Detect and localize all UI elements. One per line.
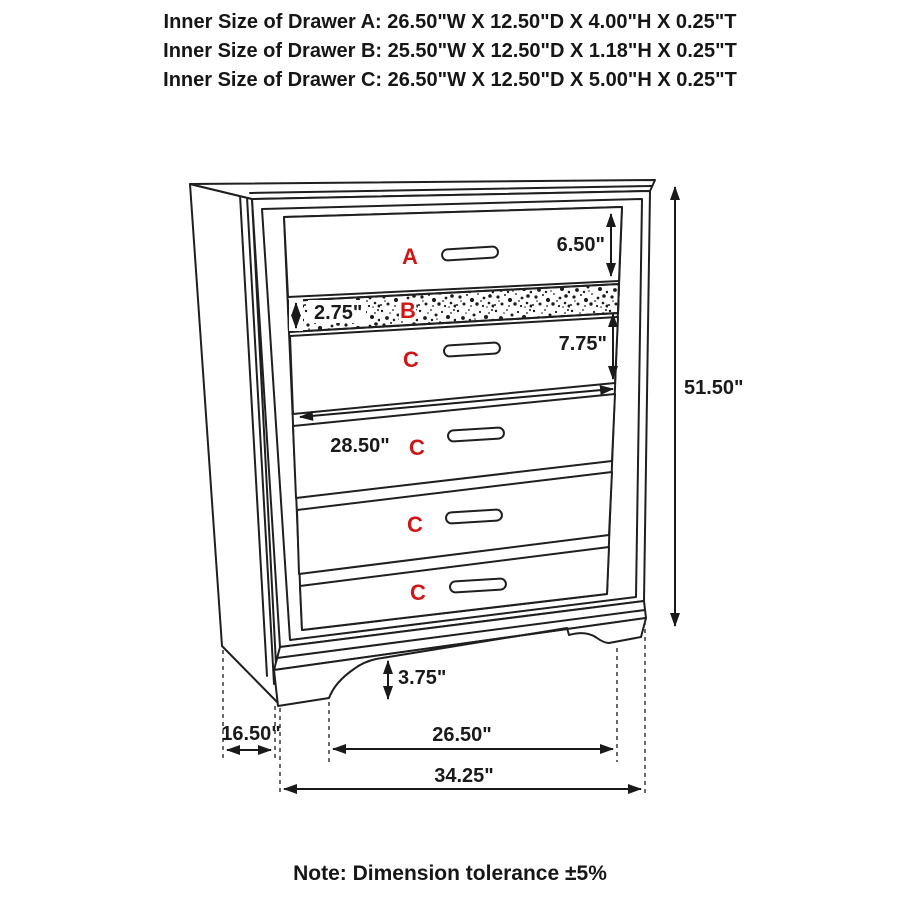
tolerance-note: Note: Dimension tolerance ±5% (293, 862, 607, 885)
dim-foot-height-label: 3.75" (398, 667, 447, 689)
drawer-c2-label: C (409, 435, 425, 460)
drawer-c4-label: C (410, 580, 426, 605)
drawer-a-handle (442, 246, 499, 260)
drawer-c1-label: C (403, 347, 419, 372)
drawer-c4-handle (450, 578, 507, 592)
dim-drawer-c-height-label: 7.75" (558, 333, 607, 355)
dim-overall-width-label: 34.25" (434, 765, 494, 787)
dim-foot-height (388, 661, 446, 699)
dim-feet-span-label: 26.50" (432, 724, 492, 746)
drawer-c1-handle (444, 342, 501, 356)
inner-size-line-b: Inner Size of Drawer B: 25.50"W X 12.50"D X 1.18"H X 0.25"T (163, 40, 737, 62)
dim-side-depth (221, 723, 281, 750)
inner-size-line-c: Inner Size of Drawer C: 26.50"W X 12.50"D X 5.00"H X 0.25"T (163, 69, 737, 91)
inner-size-line-a: Inner Size of Drawer A: 26.50"W X 12.50"D X 4.00"H X 0.25"T (163, 11, 737, 33)
dim-inner-width-label: 28.50" (330, 435, 390, 457)
dim-side-depth-label: 16.50" (221, 723, 281, 745)
drawer-b-label: B (400, 298, 416, 323)
dim-overall-height (675, 187, 744, 626)
dim-overall-width (284, 765, 641, 789)
drawer-c3-handle (446, 509, 503, 523)
drawer-c2-handle (448, 427, 505, 441)
dim-overall-height-label: 51.50" (684, 377, 744, 399)
dim-drawer-b-height-label: 2.75" (314, 302, 363, 324)
drawer-a-label: A (402, 244, 418, 269)
drawer-c3-label: C (407, 512, 423, 537)
dim-feet-span (333, 724, 613, 749)
dim-drawer-a-height-label: 6.50" (556, 234, 605, 256)
